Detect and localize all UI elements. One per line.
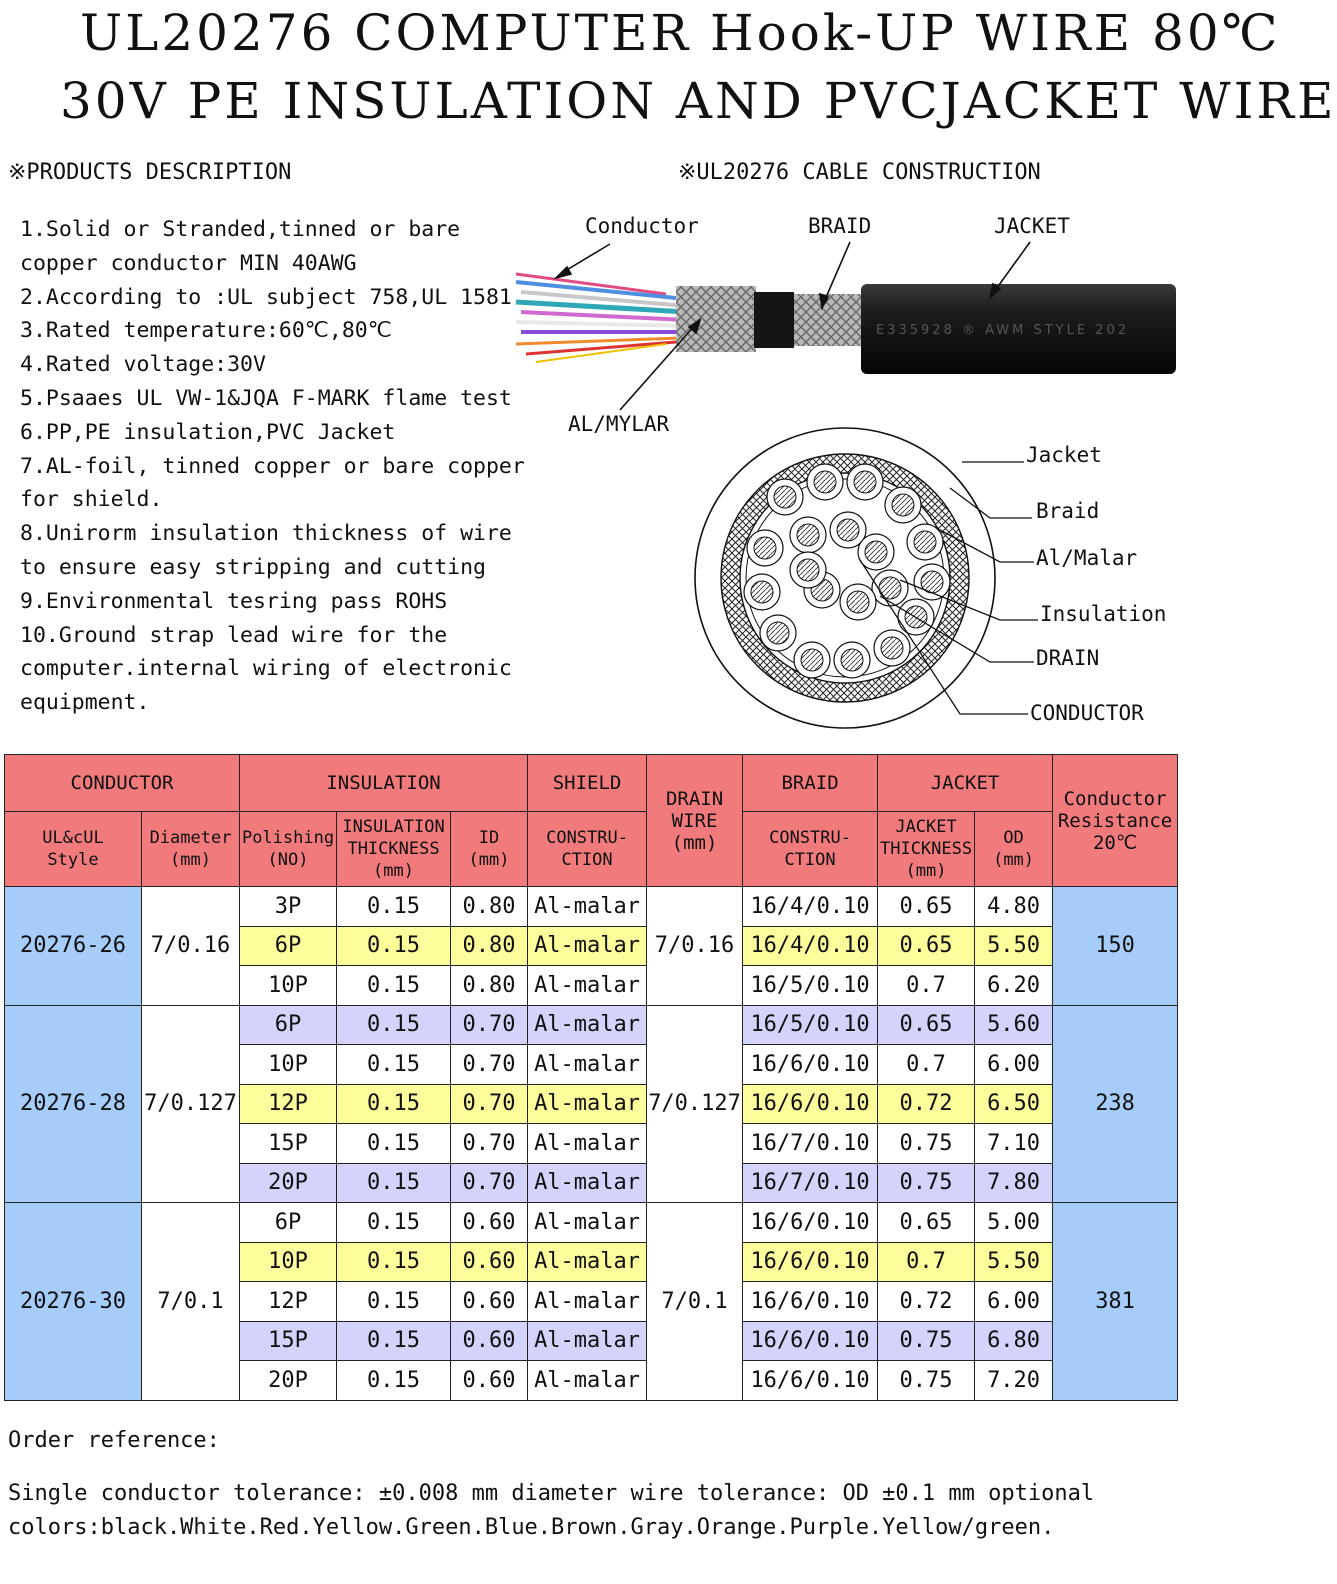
cell-shield: Al-malar <box>528 926 647 966</box>
header-id: ID (mm) <box>451 812 528 887</box>
jacket-ring <box>754 292 794 348</box>
cell-drain-wire: 7/0.1 <box>647 1203 743 1401</box>
description-line: 5.Psaaes UL VW-1&JQA F-MARK flame test <box>20 385 512 411</box>
cell-od: 5.50 <box>975 1242 1053 1282</box>
cell-id: 0.60 <box>451 1203 528 1243</box>
cell-braid: 16/5/0.10 <box>743 1005 878 1045</box>
header-insulation: INSULATION <box>240 755 528 812</box>
cell-diameter: 7/0.127 <box>142 1005 240 1203</box>
cell-jacket-thickness: 0.72 <box>878 1282 975 1322</box>
description-line: 4.Rated voltage:30V <box>20 352 266 378</box>
insulated-core <box>847 464 883 500</box>
insulated-core <box>898 599 934 635</box>
cell-shield: Al-malar <box>528 887 647 927</box>
header-braid: BRAID <box>743 755 878 812</box>
description-line: 6.PP,PE insulation,PVC Jacket <box>20 419 396 445</box>
table-row <box>5 887 1178 927</box>
table-row <box>5 1005 1178 1045</box>
cell-resistance: 381 <box>1053 1203 1178 1401</box>
insulated-core <box>874 630 910 666</box>
insulated-core <box>872 570 908 606</box>
description-line: equipment. <box>20 690 150 716</box>
header-insulation-thickness: INSULATION THICKNESS (mm) <box>337 812 451 887</box>
cell-style: 20276-30 <box>5 1203 142 1401</box>
label-al-mylar: AL/MYLAR <box>568 412 670 436</box>
description-line: to ensure easy stripping and cutting <box>20 554 486 580</box>
cell-od: 5.60 <box>975 1005 1053 1045</box>
section-label-al-malar: Al/Malar <box>1036 546 1138 570</box>
cell-jacket-thickness: 0.65 <box>878 926 975 966</box>
cell-polishing: 10P <box>240 1045 337 1085</box>
cell-polishing: 10P <box>240 966 337 1006</box>
cell-jacket-thickness: 0.7 <box>878 1045 975 1085</box>
header-diameter: Diameter (mm) <box>142 812 240 887</box>
tolerance-note: Single conductor tolerance: ±0.008 mm diameter wire tolerance: OD ±0.1 mm optional <box>8 1481 1095 1506</box>
description-line: computer.internal wiring of electronic <box>20 656 512 682</box>
cell-jacket-thickness: 0.7 <box>878 1242 975 1282</box>
insulated-core <box>807 464 843 500</box>
cell-id: 0.70 <box>451 1005 528 1045</box>
cell-braid: 16/6/0.10 <box>743 1045 878 1085</box>
description-line: 9.Environmental tesring pass ROHS <box>20 588 448 614</box>
cell-shield: Al-malar <box>528 1124 647 1164</box>
insulated-core <box>744 574 780 610</box>
cell-insulation-thickness: 0.15 <box>337 1045 451 1085</box>
cell-od: 7.10 <box>975 1124 1053 1164</box>
table-row <box>5 1203 1178 1243</box>
cell-id: 0.60 <box>451 1282 528 1322</box>
cell-braid: 16/4/0.10 <box>743 926 878 966</box>
cell-polishing: 12P <box>240 1084 337 1124</box>
cell-polishing: 10P <box>240 1242 337 1282</box>
cell-braid: 16/4/0.10 <box>743 887 878 927</box>
insulated-core <box>747 530 783 566</box>
cell-polishing: 15P <box>240 1321 337 1361</box>
cell-insulation-thickness: 0.15 <box>337 1321 451 1361</box>
description-line: copper conductor MIN 40AWG <box>20 250 357 276</box>
cell-polishing: 20P <box>240 1361 337 1401</box>
cell-style: 20276-28 <box>5 1005 142 1203</box>
cell-shield: Al-malar <box>528 1282 647 1322</box>
cell-jacket-thickness: 0.7 <box>878 966 975 1006</box>
cell-id: 0.80 <box>451 887 528 927</box>
description-line: 1.Solid or Stranded,tinned or bare <box>20 217 461 242</box>
description-line: 2.According to :UL subject 758,UL 1581 <box>20 284 512 310</box>
cell-insulation-thickness: 0.15 <box>337 887 451 927</box>
label-jacket: JACKET <box>994 214 1070 238</box>
insulated-core <box>760 615 796 651</box>
description-line: 10.Ground strap lead wire for the <box>20 622 448 648</box>
cell-id: 0.80 <box>451 926 528 966</box>
cell-insulation-thickness: 0.15 <box>337 1124 451 1164</box>
cell-id: 0.60 <box>451 1361 528 1401</box>
cable-photo <box>516 262 1176 374</box>
description-list <box>20 213 530 720</box>
cell-id: 0.60 <box>451 1242 528 1282</box>
cell-shield: Al-malar <box>528 1045 647 1085</box>
header-jacket: JACKET <box>878 755 1053 812</box>
cell-shield: Al-malar <box>528 1005 647 1045</box>
insulated-core <box>790 552 826 588</box>
insulated-core <box>834 642 870 678</box>
description-line: 8.Unirorm insulation thickness of wire <box>20 521 512 547</box>
cell-braid: 16/6/0.10 <box>743 1282 878 1322</box>
cell-insulation-thickness: 0.15 <box>337 926 451 966</box>
cell-insulation-thickness: 0.15 <box>337 1203 451 1243</box>
cell-insulation-thickness: 0.15 <box>337 1361 451 1401</box>
cell-polishing: 15P <box>240 1124 337 1164</box>
insulated-core <box>767 479 803 515</box>
cell-shield: Al-malar <box>528 966 647 1006</box>
cell-jacket-thickness: 0.75 <box>878 1124 975 1164</box>
cell-shield: Al-malar <box>528 1242 647 1282</box>
section-label-braid: Braid <box>1036 499 1100 523</box>
cell-drain-wire: 7/0.127 <box>647 1005 743 1203</box>
insulated-core <box>907 524 943 560</box>
al-mylar-foil <box>676 286 756 352</box>
cell-braid: 16/6/0.10 <box>743 1084 878 1124</box>
cable-construction-heading: ※UL20276 CABLE CONSTRUCTION <box>678 160 1041 185</box>
cell-jacket-thickness: 0.65 <box>878 1203 975 1243</box>
cell-jacket-thickness: 0.65 <box>878 1005 975 1045</box>
cell-insulation-thickness: 0.15 <box>337 1084 451 1124</box>
cell-id: 0.70 <box>451 1124 528 1164</box>
cell-jacket-thickness: 0.65 <box>878 887 975 927</box>
header-conductor: CONDUCTOR <box>5 755 240 812</box>
header-shield: SHIELD <box>528 755 647 812</box>
description-line: for shield. <box>20 487 163 513</box>
cell-id: 0.70 <box>451 1045 528 1085</box>
insulated-core <box>914 564 950 600</box>
cell-diameter: 7/0.16 <box>142 887 240 1006</box>
color-options: colors:black.White.Red.Yellow.Green.Blue.Brown.Gray.Orange.Purple.Yellow/green. <box>8 1515 1055 1540</box>
header-style: UL&cUL Style <box>5 812 142 887</box>
cell-od: 6.00 <box>975 1282 1053 1322</box>
cell-jacket-thickness: 0.75 <box>878 1321 975 1361</box>
header-jacket-thickness: JACKET THICKNESS (mm) <box>878 812 975 887</box>
cell-jacket-thickness: 0.75 <box>878 1361 975 1401</box>
cell-insulation-thickness: 0.15 <box>337 1163 451 1203</box>
cell-od: 6.20 <box>975 966 1053 1006</box>
cell-od: 7.80 <box>975 1163 1053 1203</box>
cell-id: 0.70 <box>451 1163 528 1203</box>
cell-shield: Al-malar <box>528 1361 647 1401</box>
order-reference: Order reference: <box>8 1428 220 1453</box>
cable-cross-section <box>690 420 1010 740</box>
cell-shield: Al-malar <box>528 1163 647 1203</box>
header-braid-construction: CONSTRU- CTION <box>743 812 878 887</box>
cell-insulation-thickness: 0.15 <box>337 1005 451 1045</box>
insulated-core <box>790 517 826 553</box>
products-description-heading: ※PRODUCTS DESCRIPTION <box>8 160 292 185</box>
cell-style: 20276-26 <box>5 887 142 1006</box>
cell-jacket-thickness: 0.75 <box>878 1163 975 1203</box>
insulated-core <box>794 642 830 678</box>
cell-od: 6.00 <box>975 1045 1053 1085</box>
header-polishing: Polishing (NO) <box>240 812 337 887</box>
cell-polishing: 12P <box>240 1282 337 1322</box>
cell-polishing: 6P <box>240 926 337 966</box>
cell-braid: 16/7/0.10 <box>743 1163 878 1203</box>
cell-braid: 16/6/0.10 <box>743 1321 878 1361</box>
description-line: 3.Rated temperature:60℃,80℃ <box>20 318 392 344</box>
cell-shield: Al-malar <box>528 1084 647 1124</box>
cell-braid: 16/6/0.10 <box>743 1242 878 1282</box>
cell-braid: 16/6/0.10 <box>743 1203 878 1243</box>
title-line-1: UL20276 COMPUTER Hook-UP WIRE 80℃ <box>80 4 1281 62</box>
label-braid: BRAID <box>808 214 872 238</box>
cell-diameter: 7/0.1 <box>142 1203 240 1401</box>
cell-shield: Al-malar <box>528 1203 647 1243</box>
cell-insulation-thickness: 0.15 <box>337 1242 451 1282</box>
cell-od: 4.80 <box>975 887 1053 927</box>
cell-od: 6.80 <box>975 1321 1053 1361</box>
header-drain-wire: DRAIN WIRE (mm) <box>647 755 743 887</box>
cell-insulation-thickness: 0.15 <box>337 966 451 1006</box>
cell-polishing: 6P <box>240 1203 337 1243</box>
cell-od: 5.00 <box>975 1203 1053 1243</box>
cell-polishing: 6P <box>240 1005 337 1045</box>
description-line: 7.AL-foil, tinned copper or bare copper <box>20 453 525 479</box>
spec-table <box>4 754 1178 1401</box>
cell-resistance: 150 <box>1053 887 1178 1006</box>
cell-jacket-thickness: 0.72 <box>878 1084 975 1124</box>
cell-polishing: 3P <box>240 887 337 927</box>
cell-braid: 16/6/0.10 <box>743 1361 878 1401</box>
cell-od: 6.50 <box>975 1084 1053 1124</box>
cell-shield: Al-malar <box>528 1321 647 1361</box>
cell-id: 0.80 <box>451 966 528 1006</box>
braid-segment <box>794 294 864 346</box>
jacket-print: E335928 ® AWM STYLE 202 <box>876 323 1130 338</box>
header-resistance: Conductor Resistance 20℃ <box>1053 755 1178 887</box>
cell-insulation-thickness: 0.15 <box>337 1282 451 1322</box>
insulated-core <box>858 534 894 570</box>
label-conductor: Conductor <box>585 214 699 238</box>
cell-od: 5.50 <box>975 926 1053 966</box>
section-label-insulation: Insulation <box>1040 602 1167 626</box>
section-label-jacket: Jacket <box>1026 443 1102 467</box>
header-shield-construction: CONSTRU- CTION <box>528 812 647 887</box>
title-line-2: 30V PE INSULATION AND PVCJACKET WIRE <box>60 72 1337 130</box>
cell-resistance: 238 <box>1053 1005 1178 1203</box>
insulated-core <box>840 584 876 620</box>
conductor-strands <box>516 274 686 362</box>
cell-polishing: 20P <box>240 1163 337 1203</box>
header-od: OD (mm) <box>975 812 1053 887</box>
section-label-drain: DRAIN <box>1036 646 1100 670</box>
insulated-core <box>885 487 921 523</box>
section-label-conductor: CONDUCTOR <box>1030 701 1144 725</box>
cell-od: 7.20 <box>975 1361 1053 1401</box>
cell-id: 0.60 <box>451 1321 528 1361</box>
cell-id: 0.70 <box>451 1084 528 1124</box>
cell-braid: 16/5/0.10 <box>743 966 878 1006</box>
cell-braid: 16/7/0.10 <box>743 1124 878 1164</box>
cell-drain-wire: 7/0.16 <box>647 887 743 1006</box>
